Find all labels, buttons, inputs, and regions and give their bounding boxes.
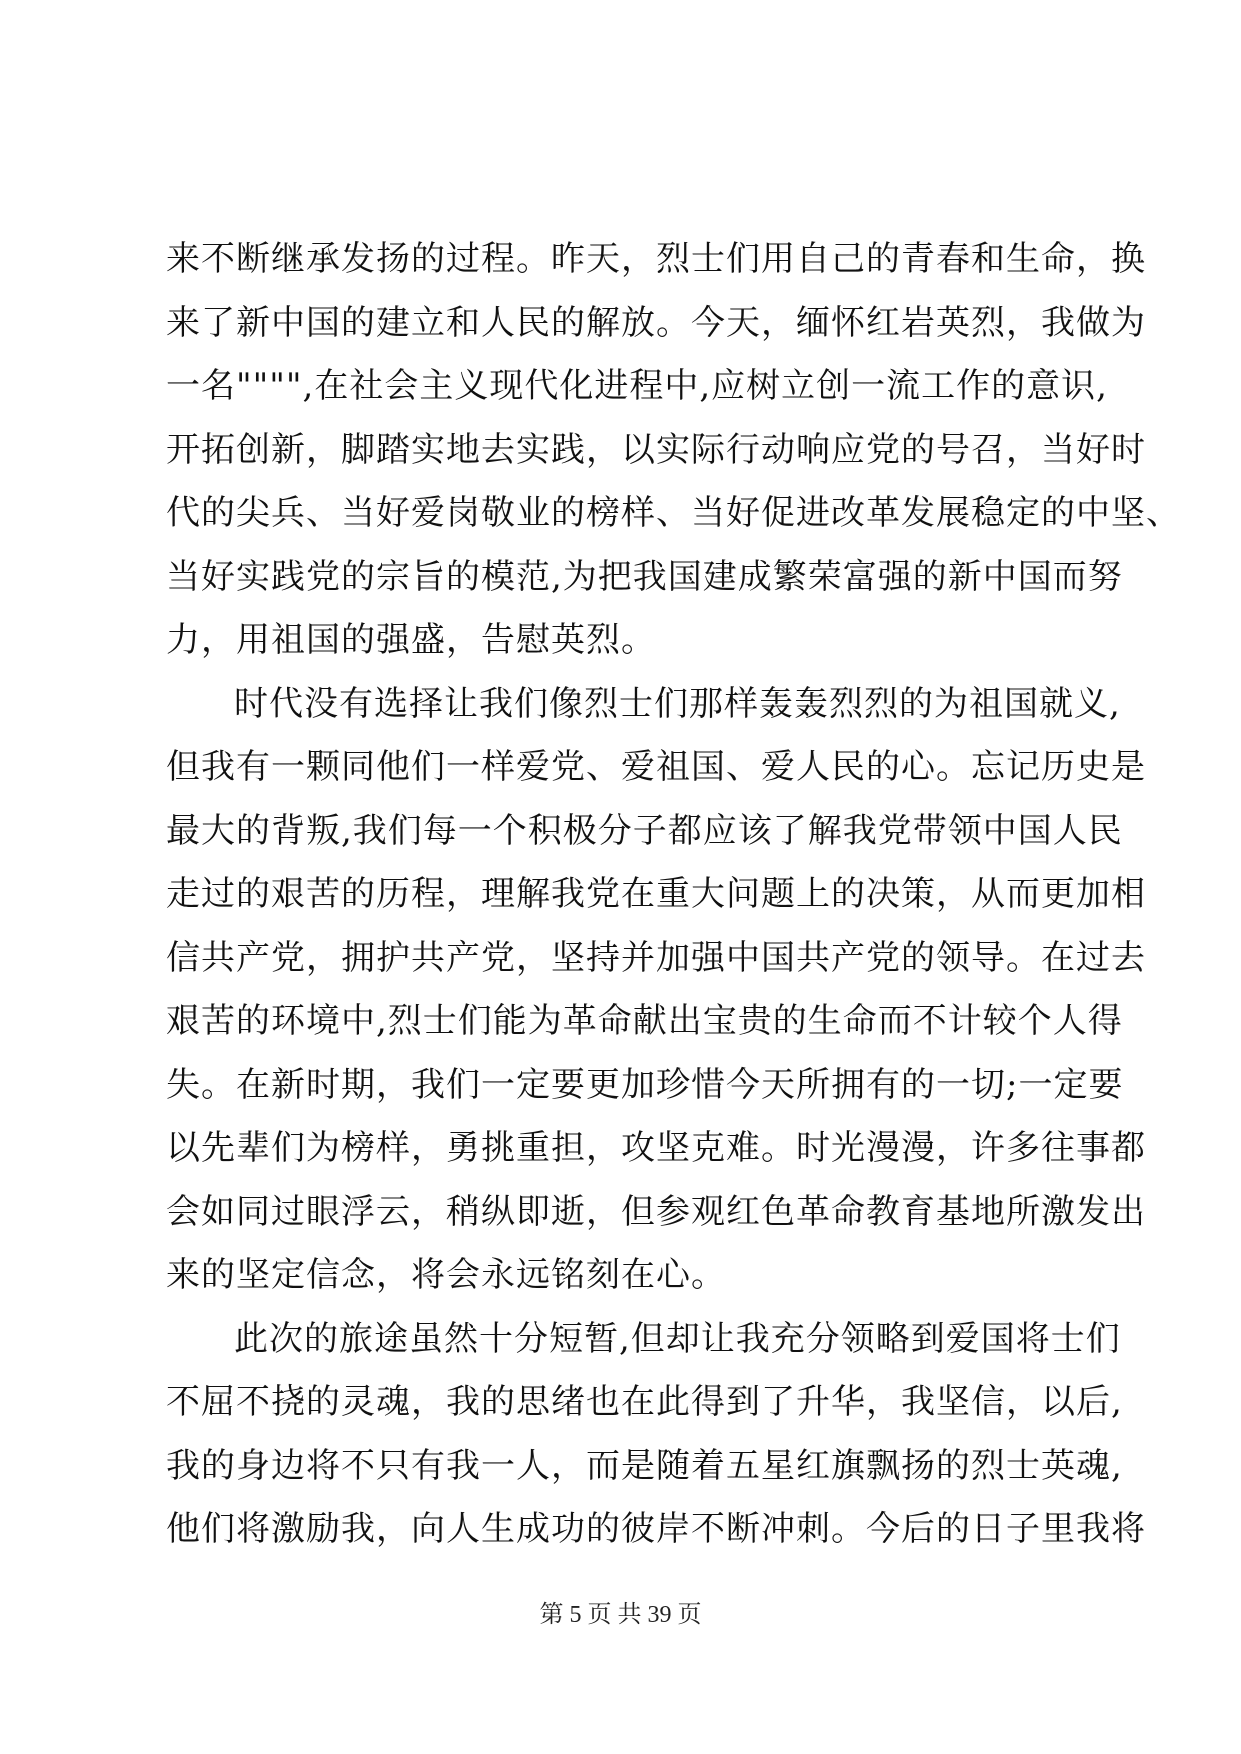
text-line: 艰苦的环境中,烈士们能为革命献出宝贵的生命而不计较个人得 <box>166 1001 1123 1041</box>
page-footer: 第 5 页 共 39 页 <box>539 1602 702 1628</box>
text-line: 走过的艰苦的历程，理解我党在重大问题上的决策，从而更加相 <box>166 874 1146 914</box>
text-line: 信共产党，拥护共产党，坚持并加强中国共产党的领导。在过去 <box>166 937 1146 978</box>
text-line: 来的坚定信念，将会永远铭刻在心。 <box>166 1255 726 1295</box>
text-line: 此次的旅途虽然十分短暂,但却让我充分领略到爱国将士们 <box>234 1318 1121 1359</box>
text-line: 我的身边将不只有我一人，而是随着五星红旗飘扬的烈士英魂, <box>166 1445 1123 1486</box>
text-line: 失。在新时期，我们一定要更加珍惜今天所拥有的一切;一定要 <box>166 1064 1124 1105</box>
text-line: 他们将激励我，向人生成功的彼岸不断冲刺。今后的日子里我将 <box>166 1509 1146 1549</box>
text-line: 来不断继承发扬的过程。昨天，烈士们用自己的青春和生命，换 <box>166 239 1146 279</box>
text-line: 但我有一颗同他们一样爱党、爱祖国、爱人民的心。忘记历史是 <box>166 747 1146 787</box>
text-line: 开拓创新，脚踏实地去实践，以实际行动响应党的号召，当好时 <box>166 429 1146 470</box>
text-line: 当好实践党的宗旨的模范,为把我国建成繁荣富强的新中国而努 <box>166 556 1123 597</box>
text-line: 以先辈们为榜样，勇挑重担，攻坚克难。时光漫漫，许多往事都 <box>166 1128 1146 1168</box>
text-line: 一名"""",在社会主义现代化进程中,应树立创一流工作的意识, <box>166 366 1108 406</box>
body-text <box>166 228 1181 1562</box>
text-line: 不屈不挠的灵魂，我的思绪也在此得到了升华，我坚信，以后, <box>166 1382 1123 1422</box>
text-line: 代的尖兵、当好爱岗敬业的榜样、当好促进改革发展稳定的中坚、 <box>166 493 1181 533</box>
text-line: 最大的背叛,我们每一个积极分子都应该了解我党带领中国人民 <box>166 810 1123 851</box>
text-line: 来了新中国的建立和人民的解放。今天，缅怀红岩英烈，我做为 <box>166 302 1146 343</box>
text-line: 力，用祖国的强盛，告慰英烈。 <box>166 620 656 660</box>
text-line: 时代没有选择让我们像烈士们那样轰轰烈烈的为祖国就义, <box>234 683 1121 724</box>
text-line: 会如同过眼浮云，稍纵即逝，但参观红色革命教育基地所激发出 <box>166 1191 1146 1232</box>
